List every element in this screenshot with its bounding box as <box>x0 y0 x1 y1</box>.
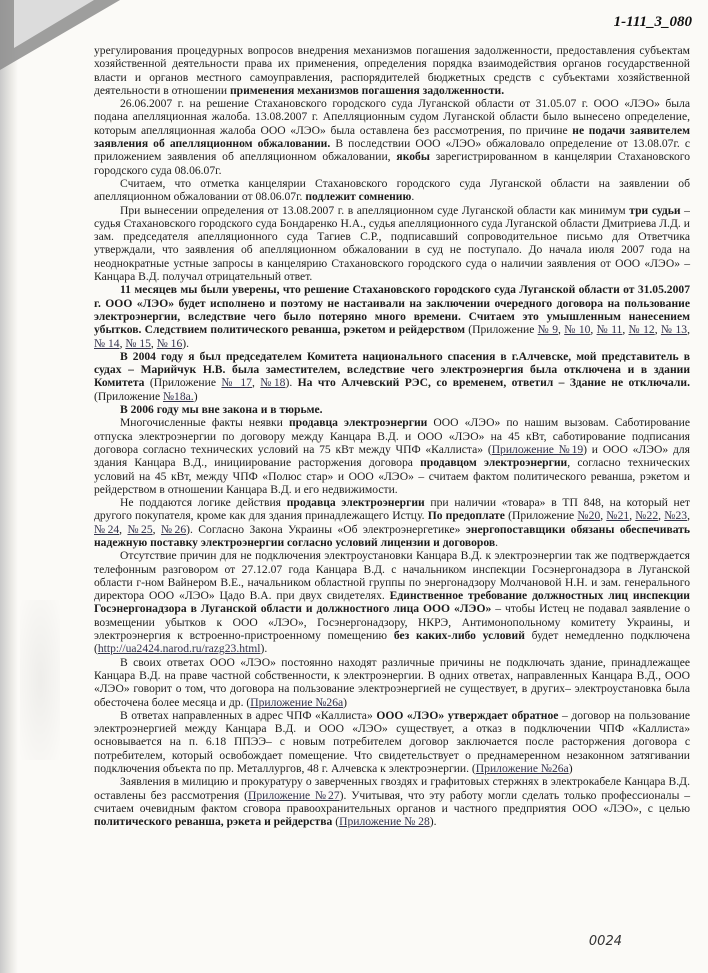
bold-text: политического реванша, рэкета и рейдерства <box>94 815 333 829</box>
bold-text: три судьи <box>629 203 681 217</box>
appendix-reference: №26 <box>160 522 187 536</box>
text-run: , <box>590 323 597 337</box>
appendix-reference: № 14 <box>94 336 120 350</box>
paragraph <box>94 350 690 403</box>
appendix-reference: Приложение №19 <box>491 442 584 456</box>
appendix-reference: Приложение № 28 <box>339 815 430 829</box>
bold-text: подлежит сомнению <box>305 190 412 204</box>
text-run: , <box>150 336 157 350</box>
appendix-reference: № 17 <box>221 376 252 390</box>
text-run: В ответах направленных в адрес ЧПФ «Каллиста» <box>120 708 377 722</box>
text-run: ). <box>285 376 298 390</box>
paragraph <box>94 44 690 97</box>
text-run: ). Согласно Закона Украины «Об электроэнергетике» <box>186 522 466 536</box>
paragraph <box>94 177 690 204</box>
text-run: ) <box>343 695 348 709</box>
text-run: , <box>658 509 665 523</box>
appendix-reference: Приложение №26а <box>475 762 569 776</box>
paragraph <box>94 204 690 284</box>
appendix-reference: № 16 <box>156 336 183 350</box>
text-run: ). Учитывая, что эту работу могли сделать только профессионалы – считаем очевидным фактом сговора правоохранительных органов и частного предприятия ООО «ЛЭО», с целью <box>94 788 690 815</box>
text-run: , <box>622 323 629 337</box>
text-run: . <box>411 190 415 204</box>
paragraph <box>94 283 690 349</box>
text-run: зарегистрированном в канцелярии Стахановского городского суда 08.06.07г. <box>94 150 690 177</box>
appendix-reference: № 15 <box>125 336 151 350</box>
appendix-reference: №21 <box>606 509 630 523</box>
text-run: , <box>600 509 607 523</box>
text-run: ). <box>182 336 190 350</box>
bold-text: В 2004 году я был председателем Комитета национального спасения в г.Алчевске, мой представитель в судах – Марийчук Н.В. была заместителем, вследствие чего электроэнергия была отключена и в здании Комитета <box>94 349 690 390</box>
paragraph <box>94 656 690 709</box>
text-run: ) и ООО «ЛЭО» для здания Канцара В.Д., инициирование расторжения договора <box>94 442 690 470</box>
text-run: ООО «ЛЭО» по нашим вызовам. Саботирование отпуска электроэнергии по договору между Канцара В.Д. и ООО «ЛЭО» на 45 кВт, саботирование подписания договора согласно технических условий на 75 кВт между ЧПФ «Каллиста» ( <box>94 416 690 456</box>
bold-text: Единственное требование должностных лиц инспекции Госэнергонадзора в Луганской области и должностного лица ООО «ЛЭО» <box>94 589 690 616</box>
appendix-reference: № 10 <box>564 323 591 337</box>
text-run: , <box>119 522 128 536</box>
paragraph <box>94 709 690 775</box>
text-run: при наличии «товара» в ТП 848, на который нет другого покупателя, кроме как для здания принадлежащего Истцу. <box>94 496 690 523</box>
paragraph <box>94 416 690 496</box>
appendix-reference: №25 <box>127 522 153 536</box>
text-run: . <box>495 535 499 549</box>
text-run: , <box>251 376 261 390</box>
text-run: , <box>654 323 661 337</box>
text-run: , <box>629 509 636 523</box>
text-run: Отсутствие причин для не подключения электроустановки Канцара В.Д. к электроэнергии так же подтверждается телефонным разговором от 27.12.07 года Канцара В.Д. с начальником инспекции Госэнергонадзора в Луганской области г-ном Вайнером В.Е., начальником областной группы по энергонадзору Молчановой Н.Н. и зам. генерального директора ООО «ЛЭО» Цадо В.А. при двух свидетелях. <box>94 549 690 603</box>
text-run: 26.06.2007 г. на решение Стахановского городского суда Луганской области от 31.05.07 г. ООО «ЛЭО» была подана апелляционная жалоба. 13.08.2007 г. Апелляционным судом Луганской области было вынесено определение, которым апелляционная жалоба ООО «ЛЭО» была оставлена без рассмотрения, по причине <box>94 97 690 137</box>
text-run: ) <box>568 762 573 776</box>
appendix-reference: №22 <box>635 509 659 523</box>
appendix-reference: №18 <box>260 376 286 390</box>
text-run: урегулирования процедурных вопросов внедрения механизмов погашения задолженности, предоставления субъектам хозяйственной деятельности права их применения, определения порядка взаимодействия органов государственной власти и органов местного самоуправления, распорядителей бюджетных средств с субъектами хозяйственной деятельности в отношении <box>94 44 690 97</box>
bold-text: применения механизмов погашения задолженности. <box>229 83 505 97</box>
appendix-reference: № 13 <box>660 323 688 337</box>
text-run: , <box>687 323 691 337</box>
appendix-reference: №24 <box>94 522 120 536</box>
document-body <box>94 44 690 829</box>
bold-text: ООО «ЛЭО» утверждает обратное <box>376 708 559 722</box>
bold-text: продавца электроэнергии <box>286 496 425 510</box>
text-run: ( <box>332 815 340 829</box>
page-number: 0024 <box>588 934 622 949</box>
paragraph <box>94 775 690 828</box>
scan-smudge <box>20 600 60 760</box>
paragraph <box>94 496 690 549</box>
text-run: (Приложение <box>144 376 222 390</box>
appendix-reference: №20 <box>577 509 601 523</box>
paragraph <box>94 97 690 177</box>
text-run: (Приложение <box>465 323 538 337</box>
text-run: ). <box>429 815 437 829</box>
bold-text: продавца электроэнергии <box>288 416 428 430</box>
appendix-reference: № 11 <box>596 323 623 337</box>
text-run: В последствии ООО «ЛЭО» обжаловало определение от 13.08.07г. с приложением заявления об апелляционном обжаловании, <box>94 137 690 164</box>
bold-text: якобы <box>396 150 430 164</box>
text-run: , <box>558 323 565 337</box>
bold-text: По предоплате <box>427 509 505 523</box>
scan-edge-shadow <box>0 0 18 973</box>
bold-text: энергопоставщики обязаны обеспечивать надежную поставку электроэнергии согласно условий лицензии и договоров <box>94 522 691 549</box>
text-run: , <box>687 509 691 523</box>
appendix-reference: № 9 <box>537 323 559 337</box>
text-run: ). <box>260 642 268 656</box>
folded-corner-highlight <box>14 0 94 48</box>
bold-text: без каких-либо условий <box>393 629 525 643</box>
text-run: (Приложение <box>504 509 578 523</box>
text-run: будет немедленно подключена ( <box>94 629 691 656</box>
bold-text: На что Алчевский РЭС, со временем, ответил – Здание не отключали. <box>297 376 690 390</box>
appendix-reference: Приложение №27 <box>247 788 340 802</box>
text-run: – судья Стахановского городского суда Бондаренко Н.А., судья апелляционного суда Луганской области Дмитриева Л.Д. и зам. председателя апелляционного суда Тагиев С.Р., подписавший сопроводительное письмо для Ответчика утверждали, что заявления об апелляционном обжаловании в суд не поступало. До начала июля 2007 года на неоднократные устные запросы в канцелярию Стахановского городского суда о наличии заявления от ООО «ЛЭО» – Канцара В.Д. получал отрицательный ответ. <box>94 203 690 284</box>
text-run: Многочисленные факты неявки <box>120 416 289 430</box>
text-run: Заявления в милицию и прокуратуру о заверченных гвоздях и графитовых стержнях в электрокабеле Канцара В.Д. оставлены без рассмотрения ( <box>94 775 690 802</box>
appendix-reference: № 12 <box>628 323 655 337</box>
text-run: – чтобы Истец не подавал заявление о возмещении убытков к ООО «ЛЭО», Госэнергонадзору, НКРЭ, Антимонопольному комитету Украины, и электроэнергия к встроенно-пристроенному помещению <box>94 602 690 643</box>
text-run: Не поддаются логике действия <box>120 496 287 510</box>
paragraph <box>94 549 690 655</box>
text-run: , согласно технических условий на 45 кВт, между ЧПФ «Полюс стар» и ООО «ЛЭО» – считаем фактом политического реванша, рэкетом и рейдерством в отношении Канцара В.Д. и его недвижимости. <box>94 456 691 496</box>
appendix-reference: Приложение №26а <box>250 695 344 709</box>
document-id: 1-111_3_080 <box>613 14 692 30</box>
bold-text: 11 месяцев мы были уверены, что решение Стахановского городского суда Луганской области от 31.05.2007 г. ООО «ЛЭО» будет исполнено и поэтому не настаивали на заключении очередного договора на пользование электроэнергии, вследствие чего было потеряно много времени. Считаем это умышленным нанесением убытков. Следствием политического реванша, рэкетом и рейдерством <box>94 283 690 337</box>
bold-text: продавцом электроэнергии <box>420 456 568 470</box>
appendix-reference: №23 <box>664 509 688 523</box>
paragraph <box>94 403 690 416</box>
text-run: Считаем, что отметка канцелярии Стахановского городского суда Луганской области на заявлении об апелляционном обжаловании от 08.06.07г. <box>94 176 690 204</box>
text-run: ) <box>193 389 198 403</box>
text-run: (Приложение <box>94 389 163 403</box>
appendix-reference: №18а. <box>163 389 194 403</box>
appendix-reference: http://ua2424.narod.ru/razg23.html <box>97 642 261 656</box>
text-run: , <box>152 522 161 536</box>
text-run: В своих ответах ООО «ЛЭО» постоянно находят различные причины не подключать здание, принадлежащее Канцара В.Д. на праве частной собственности, к электроэнергии. В одних ответах, направленных Канцара В.Д., ООО «ЛЭО» говорит о том, что договора на пользование электроэнергией не существует, в других– электроустановка была обесточена более месяца и др. ( <box>94 655 690 709</box>
bold-text: не подачи заявителем заявления об апелляционном обжаловании. <box>94 123 690 151</box>
text-run: , <box>119 336 126 350</box>
text-run: При вынесении определения от 13.08.2007 г. в апелляционном суде Луганской области как минимум <box>120 203 630 217</box>
text-run: – договор на пользование электроэнергией между Канцара В.Д. и ООО «ЛЭО» существует, а отказ в подключении ЧПФ «Каллиста» основывается на п. 6.18 ППЭЭ– с новым потребителем договор заключается после расторжения договора с потребителем, который освобождает помещение. Что свидетельствует о преднамеренном незаконном затягивании подключения объекта по пр. Металлургов, 48 г. Алчевска к электроэнергии. ( <box>94 708 690 776</box>
bold-text: В 2006 году мы вне закона и в тюрьме. <box>120 403 323 417</box>
